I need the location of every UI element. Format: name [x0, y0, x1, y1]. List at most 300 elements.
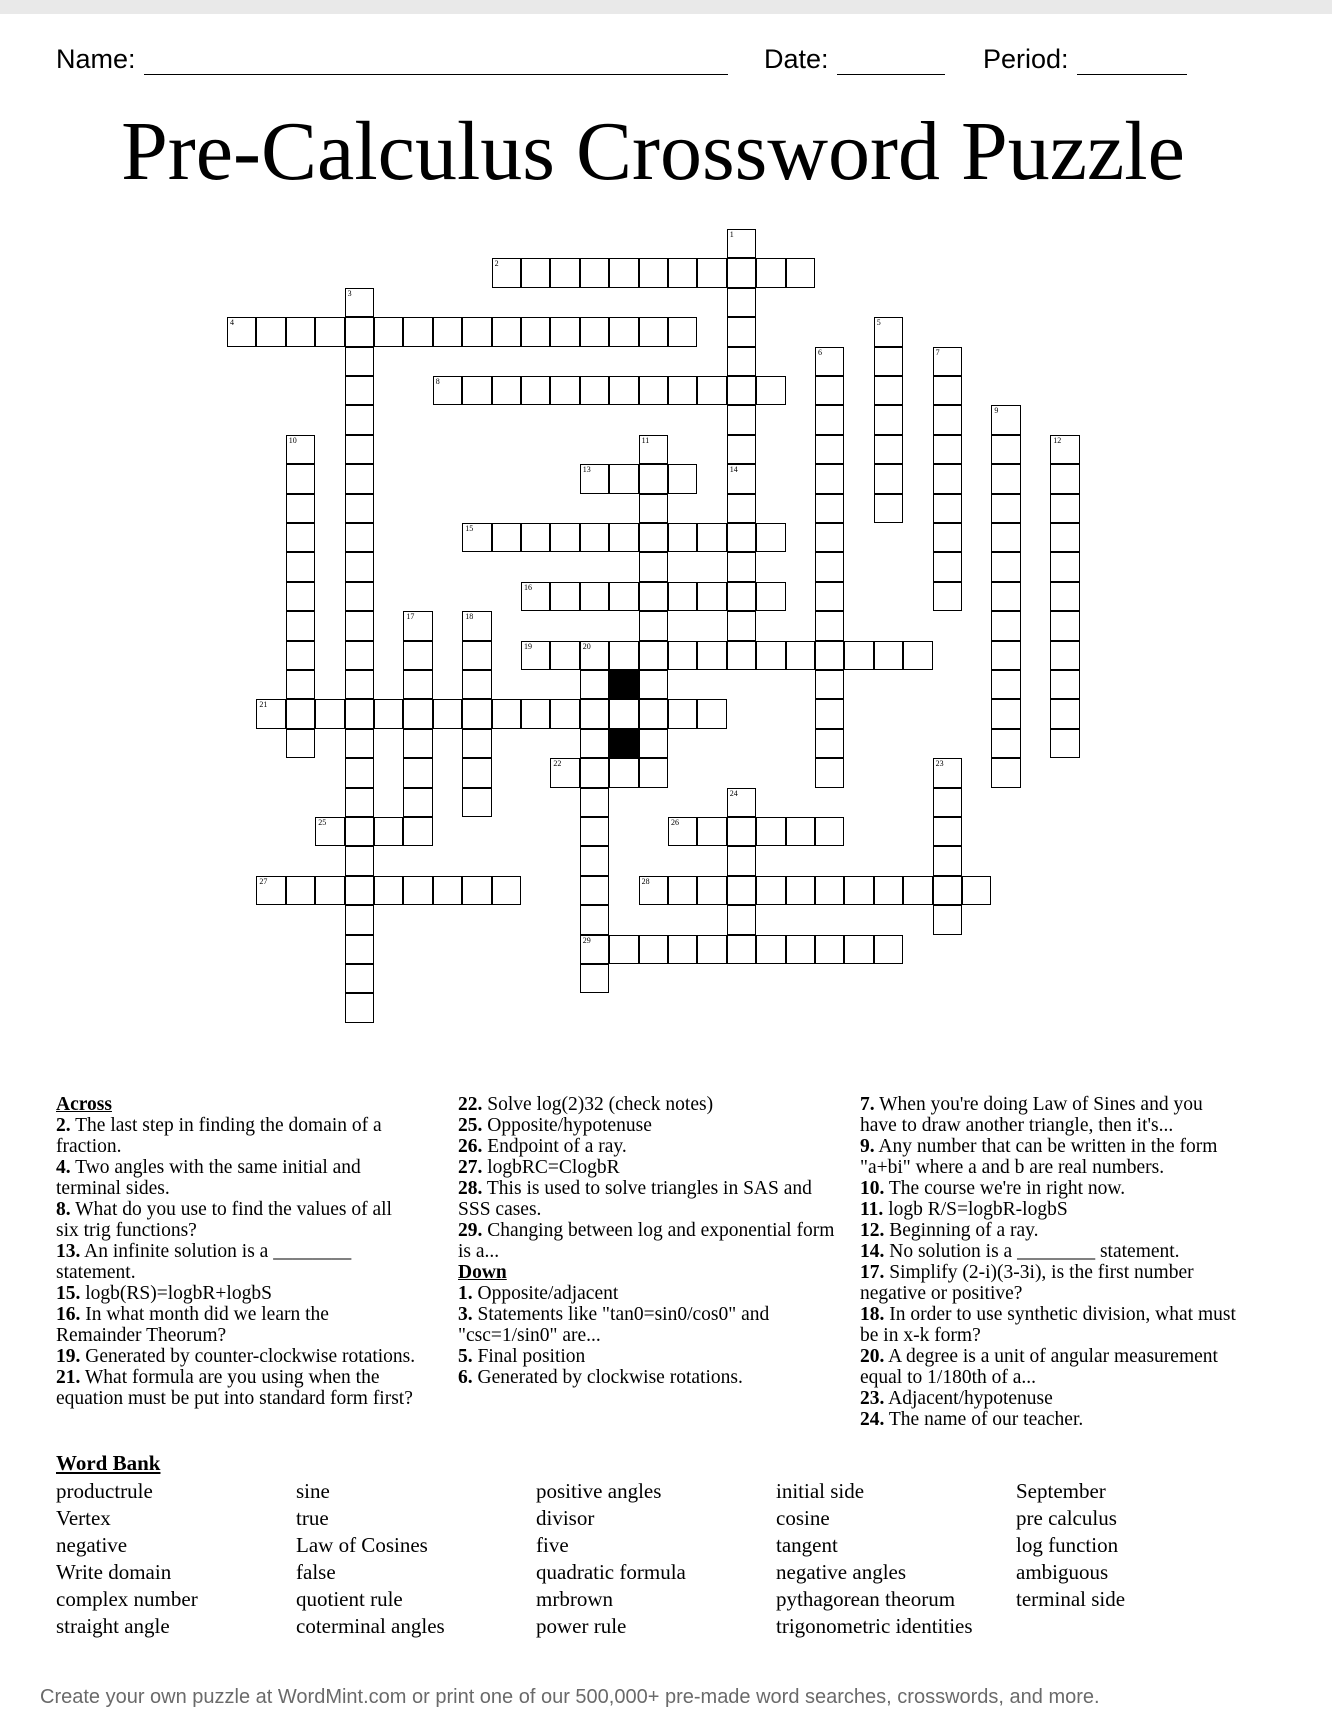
grid-cell[interactable]: [315, 699, 344, 728]
grid-cell[interactable]: [786, 935, 815, 964]
grid-cell[interactable]: [933, 435, 962, 464]
grid-cell[interactable]: [462, 641, 491, 670]
grid-cell[interactable]: [345, 552, 374, 581]
grid-cell[interactable]: [991, 729, 1020, 758]
grid-cell[interactable]: [639, 641, 668, 670]
grid-cell[interactable]: [639, 729, 668, 758]
grid-cell[interactable]: [933, 464, 962, 493]
clue-num: 23.: [860, 1388, 885, 1409]
grid-cell[interactable]: [580, 258, 609, 287]
across-clue: [56, 1115, 416, 1157]
grid-cell[interactable]: [345, 405, 374, 434]
grid-cell[interactable]: [727, 288, 756, 317]
grid-cell[interactable]: [697, 582, 726, 611]
grid-cell[interactable]: [1050, 641, 1079, 670]
clue-text: No solution is a ________ statement.: [884, 1241, 1180, 1262]
clue-num: 27.: [458, 1157, 483, 1178]
grid-cell[interactable]: [550, 699, 579, 728]
grid-cell[interactable]: [580, 964, 609, 993]
grid-cell[interactable]: [609, 758, 638, 787]
grid-cell[interactable]: [286, 699, 315, 728]
grid-cell[interactable]: [462, 699, 491, 728]
grid-cell[interactable]: [609, 641, 638, 670]
word-bank-item: positive angles: [536, 1479, 662, 1503]
grid-cell[interactable]: [697, 523, 726, 552]
grid-cell[interactable]: [609, 935, 638, 964]
grid-cell[interactable]: [815, 523, 844, 552]
grid-cell[interactable]: [874, 376, 903, 405]
grid-cell[interactable]: [874, 876, 903, 905]
grid-cell[interactable]: [991, 405, 1020, 434]
grid-cell[interactable]: [521, 699, 550, 728]
grid-cell[interactable]: [256, 699, 285, 728]
grid-cell[interactable]: [815, 935, 844, 964]
grid-cell[interactable]: [492, 523, 521, 552]
grid-cell[interactable]: [286, 876, 315, 905]
grid-cell[interactable]: [286, 494, 315, 523]
grid-cell[interactable]: [1050, 552, 1079, 581]
grid-cell[interactable]: [286, 435, 315, 464]
grid-cell[interactable]: [933, 846, 962, 875]
grid-cell[interactable]: [580, 905, 609, 934]
grid-cell[interactable]: [550, 317, 579, 346]
grid-cell[interactable]: [609, 699, 638, 728]
grid-cell[interactable]: [991, 670, 1020, 699]
grid-cell[interactable]: [256, 876, 285, 905]
grid-cell[interactable]: [697, 641, 726, 670]
clue-number: 21: [259, 700, 268, 710]
grid-cell[interactable]: [345, 582, 374, 611]
grid-cell[interactable]: [345, 993, 374, 1022]
across-clue: [56, 1304, 416, 1346]
clue-number: 26: [671, 818, 679, 827]
grid-cell[interactable]: [874, 464, 903, 493]
grid-cell[interactable]: [433, 699, 462, 728]
clue-num: 5.: [458, 1346, 473, 1367]
grid-cell[interactable]: [668, 317, 697, 346]
grid-cell[interactable]: [991, 494, 1020, 523]
grid-cell[interactable]: [286, 611, 315, 640]
grid-cell[interactable]: [403, 876, 432, 905]
grid-cell[interactable]: [374, 317, 403, 346]
grid-cell[interactable]: [462, 788, 491, 817]
grid-cell[interactable]: [991, 435, 1020, 464]
grid-cell[interactable]: [580, 758, 609, 787]
grid-cell[interactable]: [933, 376, 962, 405]
grid-cell[interactable]: [756, 876, 785, 905]
grid-cell[interactable]: [727, 435, 756, 464]
grid-cell[interactable]: [345, 935, 374, 964]
grid-cell[interactable]: [639, 552, 668, 581]
grid-cell[interactable]: [1050, 464, 1079, 493]
grid-cell[interactable]: [727, 405, 756, 434]
grid-cell[interactable]: [345, 288, 374, 317]
grid-cell[interactable]: [639, 376, 668, 405]
grid-cell[interactable]: [609, 317, 638, 346]
grid-cell[interactable]: [345, 494, 374, 523]
grid-cell[interactable]: [933, 582, 962, 611]
grid-cell[interactable]: [374, 876, 403, 905]
grid-cell[interactable]: [286, 670, 315, 699]
clue-text: What formula are you using when the equation must be put into standard form first?: [56, 1367, 413, 1409]
grid-cell[interactable]: [462, 523, 491, 552]
grid-cell[interactable]: [580, 935, 609, 964]
grid-cell[interactable]: [874, 405, 903, 434]
grid-cell[interactable]: [286, 552, 315, 581]
grid-cell[interactable]: [345, 347, 374, 376]
grid-cell[interactable]: [345, 670, 374, 699]
grid-cell[interactable]: [550, 758, 579, 787]
grid-cell[interactable]: [756, 817, 785, 846]
grid-cell[interactable]: [345, 317, 374, 346]
grid-cell[interactable]: [874, 317, 903, 346]
grid-cell[interactable]: [815, 552, 844, 581]
grid-cell[interactable]: [933, 905, 962, 934]
grid-cell[interactable]: [697, 817, 726, 846]
grid-cell[interactable]: [727, 788, 756, 817]
grid-cell[interactable]: [1050, 523, 1079, 552]
grid-cell[interactable]: [727, 582, 756, 611]
grid-cell[interactable]: [815, 464, 844, 493]
across-clue: [458, 1136, 838, 1157]
grid-cell[interactable]: [727, 876, 756, 905]
clue-number: 29: [582, 935, 591, 945]
grid-cell[interactable]: [1050, 435, 1079, 464]
grid-cell[interactable]: [639, 317, 668, 346]
grid-cell[interactable]: [462, 611, 491, 640]
grid-cell[interactable]: [1050, 494, 1079, 523]
grid-cell[interactable]: [874, 435, 903, 464]
grid-cell[interactable]: [345, 905, 374, 934]
grid-cell[interactable]: [727, 229, 756, 258]
grid-cell[interactable]: [580, 523, 609, 552]
grid-cell[interactable]: [1050, 611, 1079, 640]
grid-cell[interactable]: [639, 464, 668, 493]
grid-cell[interactable]: [609, 376, 638, 405]
grid-cell[interactable]: [756, 935, 785, 964]
grid-cell[interactable]: [697, 935, 726, 964]
grid-cell[interactable]: [815, 670, 844, 699]
grid-cell[interactable]: [639, 935, 668, 964]
grid-cell[interactable]: [874, 935, 903, 964]
grid-cell[interactable]: [639, 523, 668, 552]
grid-cell[interactable]: [433, 317, 462, 346]
grid-cell[interactable]: [933, 523, 962, 552]
grid-cell[interactable]: [433, 376, 462, 405]
clue-text: logb(RS)=logbR+logbS: [80, 1283, 272, 1304]
grid-cell[interactable]: [609, 464, 638, 493]
grid-cell[interactable]: [1050, 670, 1079, 699]
grid-cell[interactable]: [786, 641, 815, 670]
grid-cell[interactable]: [580, 817, 609, 846]
grid-cell[interactable]: [668, 523, 697, 552]
grid-cell[interactable]: [697, 876, 726, 905]
grid-cell[interactable]: [345, 817, 374, 846]
grid-cell[interactable]: [874, 494, 903, 523]
grid-cell[interactable]: [727, 611, 756, 640]
across-clue: [56, 1199, 416, 1241]
grid-cell[interactable]: [580, 699, 609, 728]
grid-cell[interactable]: [991, 699, 1020, 728]
grid-cell[interactable]: [345, 788, 374, 817]
clue-number: 14: [729, 465, 738, 475]
grid-cell[interactable]: [727, 494, 756, 523]
grid-cell[interactable]: [727, 464, 756, 493]
grid-cell[interactable]: [580, 376, 609, 405]
grid-cell[interactable]: [1050, 729, 1079, 758]
grid-cell[interactable]: [786, 258, 815, 287]
clue-number: 3: [347, 288, 352, 298]
grid-cell[interactable]: [815, 494, 844, 523]
grid-cell[interactable]: [756, 582, 785, 611]
clue-num: 18.: [860, 1304, 885, 1325]
grid-cell[interactable]: [580, 641, 609, 670]
grid-cell[interactable]: [727, 347, 756, 376]
grid-cell[interactable]: [991, 523, 1020, 552]
grid-cell[interactable]: [815, 729, 844, 758]
grid-cell[interactable]: [403, 788, 432, 817]
grid-cell[interactable]: [521, 317, 550, 346]
down-clue-list-continued: [860, 1094, 1240, 1430]
grid-cell[interactable]: [403, 670, 432, 699]
grid-cell[interactable]: [580, 670, 609, 699]
grid-cell[interactable]: [403, 317, 432, 346]
grid-cell[interactable]: [727, 935, 756, 964]
grid-cell[interactable]: [639, 670, 668, 699]
grid-cell[interactable]: [286, 464, 315, 493]
grid-cell[interactable]: [668, 376, 697, 405]
grid-cell[interactable]: [345, 699, 374, 728]
footer-text: Create your own puzzle at WordMint.com or print one of our 500,000+ pre-made word searches, crosswords, and more.: [40, 1686, 1100, 1708]
grid-cell[interactable]: [550, 641, 579, 670]
word-bank-item: initial side: [776, 1479, 865, 1503]
grid-cell[interactable]: [403, 729, 432, 758]
down-clue-list: [458, 1283, 838, 1388]
grid-cell[interactable]: [345, 846, 374, 875]
clue-num: 22.: [458, 1094, 483, 1115]
grid-cell[interactable]: [345, 876, 374, 905]
grid-cell[interactable]: [815, 582, 844, 611]
grid-cell[interactable]: [727, 846, 756, 875]
grid-cell[interactable]: [756, 523, 785, 552]
grid-cell[interactable]: [580, 729, 609, 758]
grid-cell[interactable]: [286, 582, 315, 611]
grid-cell[interactable]: [815, 699, 844, 728]
grid-cell[interactable]: [903, 641, 932, 670]
grid-cell[interactable]: [727, 376, 756, 405]
grid-cell[interactable]: [639, 258, 668, 287]
grid-cell[interactable]: [345, 758, 374, 787]
grid-cell[interactable]: [727, 641, 756, 670]
grid-cell[interactable]: [756, 376, 785, 405]
grid-cell[interactable]: [727, 317, 756, 346]
grid-cell[interactable]: [403, 758, 432, 787]
grid-cell[interactable]: [1050, 699, 1079, 728]
grid-cell[interactable]: [462, 729, 491, 758]
down-clue: [860, 1346, 1240, 1388]
grid-cell[interactable]: [286, 641, 315, 670]
grid-cell[interactable]: [492, 699, 521, 728]
grid-cell[interactable]: [815, 376, 844, 405]
grid-cell[interactable]: [345, 641, 374, 670]
grid-cell[interactable]: [933, 758, 962, 787]
grid-cell[interactable]: [933, 405, 962, 434]
grid-cell[interactable]: [727, 258, 756, 287]
grid-cell[interactable]: [697, 376, 726, 405]
grid-cell[interactable]: [315, 817, 344, 846]
grid-cell[interactable]: [668, 464, 697, 493]
grid-cell[interactable]: [991, 641, 1020, 670]
grid-cell[interactable]: [521, 641, 550, 670]
grid-cell[interactable]: [462, 376, 491, 405]
grid-cell[interactable]: [462, 876, 491, 905]
grid-cell[interactable]: [345, 964, 374, 993]
grid-cell[interactable]: [756, 641, 785, 670]
grid-cell[interactable]: [844, 935, 873, 964]
grid-cell[interactable]: [815, 347, 844, 376]
grid-cell[interactable]: [727, 523, 756, 552]
down-clue: [860, 1388, 1240, 1409]
grid-cell[interactable]: [874, 347, 903, 376]
grid-cell[interactable]: [815, 758, 844, 787]
grid-cell[interactable]: [668, 817, 697, 846]
grid-cell[interactable]: [521, 523, 550, 552]
grid-cell[interactable]: [727, 817, 756, 846]
grid-cell[interactable]: [933, 817, 962, 846]
grid-cell[interactable]: [492, 876, 521, 905]
grid-cell[interactable]: [639, 494, 668, 523]
grid-cell[interactable]: [756, 258, 785, 287]
grid-cell[interactable]: [639, 876, 668, 905]
grid-cell[interactable]: [815, 817, 844, 846]
grid-cell[interactable]: [462, 670, 491, 699]
grid-cell[interactable]: [609, 258, 638, 287]
grid-cell[interactable]: [403, 641, 432, 670]
grid-cell[interactable]: [403, 699, 432, 728]
grid-cell[interactable]: [1050, 582, 1079, 611]
grid-cell[interactable]: [521, 376, 550, 405]
grid-cell[interactable]: [374, 699, 403, 728]
grid-cell[interactable]: [345, 435, 374, 464]
grid-cell[interactable]: [492, 317, 521, 346]
grid-cell[interactable]: [639, 611, 668, 640]
grid-cell[interactable]: [345, 523, 374, 552]
clue-text: In what month did we learn the Remainder Theorum?: [56, 1304, 329, 1346]
grid-cell[interactable]: [492, 258, 521, 287]
grid-cell[interactable]: [697, 699, 726, 728]
grid-cell[interactable]: [345, 464, 374, 493]
grid-cell[interactable]: [697, 258, 726, 287]
grid-cell[interactable]: [580, 317, 609, 346]
grid-cell[interactable]: [580, 788, 609, 817]
grid-cell[interactable]: [786, 876, 815, 905]
grid-cell[interactable]: [668, 699, 697, 728]
grid-cell[interactable]: [815, 405, 844, 434]
grid-cell[interactable]: [933, 552, 962, 581]
grid-cell[interactable]: [991, 758, 1020, 787]
grid-cell[interactable]: [345, 611, 374, 640]
clue-text: Solve log(2)32 (check notes): [482, 1094, 714, 1115]
grid-cell[interactable]: [345, 729, 374, 758]
grid-cell[interactable]: [991, 582, 1020, 611]
grid-cell[interactable]: [462, 758, 491, 787]
grid-cell[interactable]: [580, 876, 609, 905]
grid-cell[interactable]: [286, 729, 315, 758]
grid-cell[interactable]: [668, 876, 697, 905]
grid-cell[interactable]: [639, 758, 668, 787]
grid-cell[interactable]: [844, 876, 873, 905]
grid-cell[interactable]: [315, 317, 344, 346]
clue-number: 22: [553, 759, 562, 769]
grid-cell[interactable]: [403, 817, 432, 846]
grid-cell[interactable]: [991, 464, 1020, 493]
grid-cell[interactable]: [580, 464, 609, 493]
grid-cell[interactable]: [786, 817, 815, 846]
clue-num: 25.: [458, 1115, 483, 1136]
grid-cell[interactable]: [345, 376, 374, 405]
grid-cell[interactable]: [933, 494, 962, 523]
grid-cell[interactable]: [580, 846, 609, 875]
across-clue: [458, 1178, 838, 1220]
grid-cell[interactable]: [433, 876, 462, 905]
grid-cell[interactable]: [639, 582, 668, 611]
grid-cell[interactable]: [933, 876, 962, 905]
grid-cell[interactable]: [815, 435, 844, 464]
grid-cell[interactable]: [286, 523, 315, 552]
grid-cell[interactable]: [727, 552, 756, 581]
grid-cell[interactable]: [315, 876, 344, 905]
grid-cell[interactable]: [962, 876, 991, 905]
grid-cell[interactable]: [874, 641, 903, 670]
grid-cell[interactable]: [668, 935, 697, 964]
grid-cell[interactable]: [933, 347, 962, 376]
grid-cell[interactable]: [521, 258, 550, 287]
grid-cell[interactable]: [609, 582, 638, 611]
grid-cell[interactable]: [991, 552, 1020, 581]
grid-cell[interactable]: [815, 611, 844, 640]
grid-cell[interactable]: [286, 317, 315, 346]
grid-cell[interactable]: [550, 523, 579, 552]
grid-cell[interactable]: [256, 317, 285, 346]
grid-cell[interactable]: [991, 611, 1020, 640]
clue-number: 16: [524, 582, 532, 592]
grid-cell[interactable]: [521, 582, 550, 611]
grid-cell[interactable]: [639, 435, 668, 464]
grid-cell[interactable]: [844, 641, 873, 670]
grid-cell[interactable]: [903, 876, 932, 905]
grid-cell[interactable]: [580, 582, 609, 611]
grid-cell[interactable]: [668, 641, 697, 670]
grid-cell[interactable]: [668, 258, 697, 287]
grid-cell[interactable]: [550, 258, 579, 287]
grid-cell[interactable]: [462, 317, 491, 346]
clue-text: This is used to solve triangles in SAS and SSS cases.: [458, 1178, 812, 1220]
grid-cell[interactable]: [668, 582, 697, 611]
grid-cell[interactable]: [933, 788, 962, 817]
clue-text: Opposite/hypotenuse: [482, 1115, 652, 1136]
grid-cell[interactable]: [815, 876, 844, 905]
grid-cell[interactable]: [492, 376, 521, 405]
grid-cell[interactable]: [550, 582, 579, 611]
grid-cell[interactable]: [550, 376, 579, 405]
grid-cell[interactable]: [727, 905, 756, 934]
grid-cell[interactable]: [403, 611, 432, 640]
grid-cell[interactable]: [227, 317, 256, 346]
grid-cell[interactable]: [639, 699, 668, 728]
grid-cell[interactable]: [815, 641, 844, 670]
grid-cell[interactable]: [374, 817, 403, 846]
grid-cell[interactable]: [609, 523, 638, 552]
